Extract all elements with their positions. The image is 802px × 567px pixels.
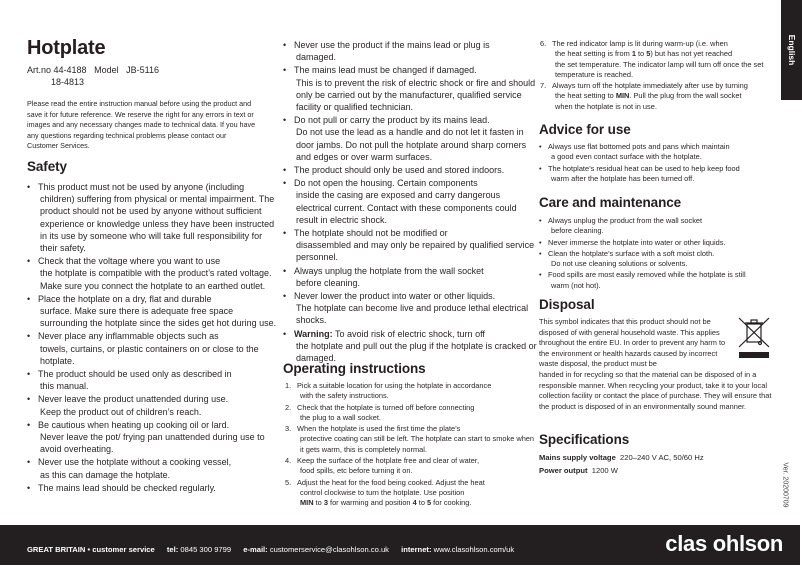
step-text-first: The red indicator lamp is lit during warm-up (i.e. when — [552, 39, 728, 48]
step-item — [285, 402, 537, 424]
item-text-first: Food spills are most easily removed while the hotplate is still — [548, 270, 746, 280]
spec-row-voltage — [539, 452, 704, 463]
item-text-cont: Never leave the pot/ frying pan unattended during use to avoid overheating. — [40, 432, 265, 455]
safety-list-2 — [292, 39, 537, 365]
list-item — [292, 328, 537, 365]
item-text-first: The product should be used only as described in — [38, 369, 232, 380]
warning-label: Warning: — [294, 328, 333, 339]
item-text-cont: before cleaning. — [296, 277, 361, 288]
item-text-first: The hotplate should not be modified or — [294, 228, 448, 239]
item-text-first: Place the hotplate on a dry, flat and durable — [38, 293, 212, 304]
model: JB-5116 — [126, 65, 159, 75]
item-text-cont: warm (not hot). — [551, 280, 601, 290]
item-text-first: The hotplate’s residual heat can be used to help keep food — [548, 163, 740, 173]
list-item — [548, 238, 780, 248]
item-text-cont: before cleaning. — [551, 226, 604, 236]
art-no: 44-4188 — [53, 65, 87, 75]
step-text-cont — [552, 91, 792, 112]
item-text-cont: inside the casing are exposed and carry dangerous electrical current. Contact with these components could result in electric shock. — [296, 190, 517, 225]
list-item — [36, 255, 281, 292]
step-text: the set temperature. The indicator lamp will turn off once the set temperature is reached. — [555, 59, 764, 79]
internet-label: internet: — [401, 545, 432, 554]
item-text-cont: children) suffering from physical or mental impairment. The product should not be used by anyone without sufficient experience or knowledge unless they have been instructed in its use by someone who will take full responsibility for their safety. — [40, 194, 275, 254]
email-link[interactable]: customerservice@clasohlson.co.uk — [269, 545, 389, 554]
list-item — [292, 39, 537, 63]
list-item — [548, 249, 780, 270]
step-item — [285, 381, 537, 402]
item-text-first: Never immerse the hotplate into water or other liquids. — [548, 237, 726, 247]
list-item — [292, 114, 537, 163]
step-text: to — [313, 498, 324, 508]
item-text-cont: surface. Make sure there is adequate free space surrounding the hotplate since the sides get hot during use. — [40, 306, 277, 329]
item-text-first: Never lower the product into water or other liquids. — [294, 291, 496, 302]
item-text-first: The mains lead must be changed if damaged. — [294, 65, 477, 76]
spec-value: 220–240 V AC, 50/60 Hz — [620, 453, 704, 462]
list-item — [36, 456, 281, 480]
list-item — [292, 64, 537, 113]
disposal-text-2: handed in for recycling so that the material can be disposed of in a responsible manner. When recycling your product, take it to your local collection facility or contact the place of purchase. They will ensure that the product is disposed of in an environmentally sound manner. — [539, 370, 772, 411]
disposal-text-1: This symbol indicates that this product should not be disposed of with general household waste. This applies throughout the entire EU. In order to prevent any harm to the environment or health hazards caused by incorrect waste disposal, the product must be — [539, 317, 726, 369]
list-item — [292, 177, 537, 226]
spec-row-power — [539, 465, 618, 476]
operating-steps-1 — [285, 381, 537, 510]
list-item — [36, 368, 281, 392]
tel-number[interactable]: 0845 300 9799 — [180, 545, 232, 554]
brand-logo: clas ohlson — [665, 531, 783, 556]
care-list — [548, 216, 780, 292]
page-title: Hotplate — [27, 37, 106, 59]
spec-value: 1200 W — [591, 466, 618, 475]
step-text: ) but has not yet reached — [650, 49, 733, 59]
step-text-first: Adjust the heat for the food being cooked. Adjust the heat — [297, 477, 485, 487]
safety-heading: Safety — [27, 159, 67, 174]
country: GREAT BRITAIN — [27, 545, 86, 554]
item-text-first: The product should only be used and stored indoors. — [294, 165, 505, 176]
item-text-first: Never leave the product unattended during use. — [38, 394, 229, 405]
step-text: food spills, etc before turning it on. — [300, 466, 413, 476]
list-item — [548, 216, 780, 237]
step-text-first: Always turn off the hotplate immediately after use by turning — [552, 81, 748, 91]
step-item — [285, 424, 537, 455]
item-text-cont: This is to prevent the risk of electric shock or fire and should only be carried out by the manufacturer, qualified service facility or qualified technician. — [296, 77, 536, 113]
version-label: Ver. 20200709 — [781, 462, 789, 508]
step-text: protective coating can still be left. The hotplate can start to smoke when it gets warm, this is completely normal. — [300, 434, 535, 454]
list-item — [292, 164, 537, 176]
step-text-cont — [297, 488, 537, 509]
spec-label: Mains supply voltage — [539, 453, 616, 462]
step-text-first: Keep the surface of the hotplate free and clear of water, — [297, 456, 480, 466]
item-text-first: To avoid risk of electric shock, turn off — [332, 328, 485, 339]
step-text: the heat setting is from — [555, 49, 632, 59]
list-item — [292, 290, 537, 327]
advice-list — [548, 142, 780, 185]
item-text-first: This product must not be used by anyone (including — [38, 182, 245, 192]
setting-value: 5 — [427, 498, 432, 508]
list-item — [548, 164, 780, 185]
item-text-cont: Do not use cleaning solutions or solvents. — [551, 259, 688, 269]
step-text-first: Pick a suitable location for using the hotplate in accordance — [297, 381, 492, 390]
intro-paragraph: Please read the entire instruction manual before using the product and save it for future reference. We reserve the right for any errors in text or images and any necessary changes made to technical data. If you have any questions regarding technical problems please contact our Customer Services. — [27, 99, 256, 151]
step-text: to — [635, 49, 647, 59]
step-item — [285, 456, 537, 477]
setting-value: MIN — [615, 91, 630, 101]
separator: • — [87, 545, 91, 554]
email-label: e-mail: — [243, 545, 268, 554]
disposal-heading: Disposal — [539, 297, 595, 312]
step-number: 4. — [285, 456, 292, 466]
list-item — [36, 293, 281, 330]
crossed-out-wheelie-bin-icon — [738, 317, 770, 359]
setting-value: MIN — [300, 498, 314, 508]
item-text-cont: the hotplate is compatible with the product’s rated voltage. Make sure you connect the hotplate to an earthed outlet. — [40, 268, 272, 291]
step-number: 5. — [285, 477, 292, 487]
item-text-first: Do not pull or carry the product by its mains lead. — [294, 115, 490, 126]
step-number: 7. — [540, 81, 547, 91]
step-text: for cooking. — [431, 498, 472, 508]
item-text-cont: Keep the product out of children’s reach. — [40, 406, 202, 417]
step-text: control clockwise to turn the hotplate. Use position — [300, 487, 465, 497]
step-number: 6. — [540, 39, 547, 48]
list-item — [292, 227, 537, 264]
step-text: with the safety instructions. — [300, 391, 389, 401]
language-label: English — [786, 34, 797, 66]
item-text-first: Check that the voltage where you want to use — [38, 256, 221, 267]
item-text-first: Never place any inflammable objects such as — [38, 331, 219, 342]
setting-value: 5 — [646, 49, 651, 59]
step-text: . Pull the plug from the wall socket — [629, 91, 742, 101]
website-link[interactable]: www.clasohlson.com/uk — [433, 545, 515, 554]
step-text-cont — [297, 466, 537, 476]
article-info — [27, 64, 159, 76]
art-no-label: Art.no — [27, 65, 52, 75]
item-text-cont: warm after the hotplate has been turned off. — [551, 173, 695, 183]
step-text: the plug to a wall socket. — [300, 412, 381, 422]
step-text-first: Check that the hotplate is turned off before connecting — [297, 402, 475, 412]
step-text-cont — [297, 434, 537, 455]
model-label: Model — [94, 65, 119, 75]
care-heading: Care and maintenance — [539, 195, 682, 210]
item-text-first: Always unplug the product from the wall socket — [548, 216, 703, 225]
list-item — [36, 482, 281, 494]
item-text-cont: a good even contact surface with the hotplate. — [551, 152, 702, 162]
step-item — [540, 39, 792, 80]
list-item — [548, 270, 780, 291]
list-item — [36, 393, 281, 417]
step-item — [540, 81, 792, 112]
item-text-cont: as this can damage the hotplate. — [40, 469, 171, 480]
setting-value: 3 — [323, 498, 328, 508]
list-item — [36, 330, 281, 367]
step-text: when the hotplate is not in use. — [555, 101, 657, 111]
list-item — [292, 265, 537, 289]
item-text-first: Clean the hotplate’s surface with a soft moist cloth. — [548, 248, 715, 258]
item-text-cont: the hotplate and pull out the plug if the hotplate is cracked or damaged. — [296, 340, 537, 364]
setting-value: 4 — [412, 498, 417, 508]
item-text-cont: towels, curtains, or plastic containers on or close to the hotplate. — [40, 343, 259, 366]
art-no-2: 18-4813 — [51, 77, 85, 87]
item-text-first: The mains lead should be checked regularly. — [38, 482, 216, 493]
step-number: 2. — [285, 402, 292, 412]
step-number: 3. — [285, 424, 292, 434]
footer-bar — [0, 525, 800, 565]
setting-value: 1 — [631, 49, 636, 59]
tel-label: tel: — [166, 545, 179, 554]
item-text-cont: this manual. — [40, 381, 89, 392]
item-text-cont: disassembled and may only be repaired by qualified service personnel. — [296, 240, 535, 263]
step-text-cont — [297, 391, 537, 401]
item-text-first: Do not open the housing. Certain components — [294, 178, 478, 189]
step-number: 1. — [285, 381, 292, 390]
step-text-cont — [297, 413, 537, 423]
list-item — [36, 419, 281, 456]
item-text-first: Never use the product if the mains lead or plug is — [294, 40, 490, 50]
advice-heading: Advice for use — [539, 122, 631, 137]
operating-steps-2 — [540, 39, 792, 113]
step-item — [285, 477, 537, 509]
item-text-first: Always use flat bottomed pots and pans which maintain — [548, 142, 730, 151]
item-text-cont: The hotplate can become live and produce lethal electrical shocks. — [296, 303, 529, 326]
step-text-first: When the hotplate is used the first time the plate’s — [297, 424, 461, 434]
operating-heading: Operating instructions — [283, 361, 426, 376]
list-item — [36, 181, 281, 254]
step-text: to — [416, 498, 427, 508]
step-text: the heat setting to — [555, 91, 616, 101]
item-text-first: Be cautious when heating up cooking oil or lard. — [38, 419, 230, 430]
step-text-cont — [552, 49, 792, 80]
item-text-cont: Do not use the lead as a handle and do not let it fasten in door jambs. Do not pull the hotplate around sharp corners and edges or over warm surfaces. — [296, 127, 527, 162]
item-text-first: Always unplug the hotplate from the wall socket — [294, 265, 484, 276]
item-text-cont: damaged. — [296, 52, 337, 63]
specs-heading: Specifications — [539, 432, 630, 447]
item-text-first: Never use the hotplate without a cooking vessel, — [38, 457, 232, 468]
safety-list-1 — [36, 181, 281, 495]
list-item — [548, 142, 780, 163]
contact-line — [27, 545, 514, 554]
step-text: for warming and position — [327, 498, 413, 508]
spec-label: Power output — [539, 466, 588, 475]
customer-service-label: customer service — [92, 545, 155, 554]
